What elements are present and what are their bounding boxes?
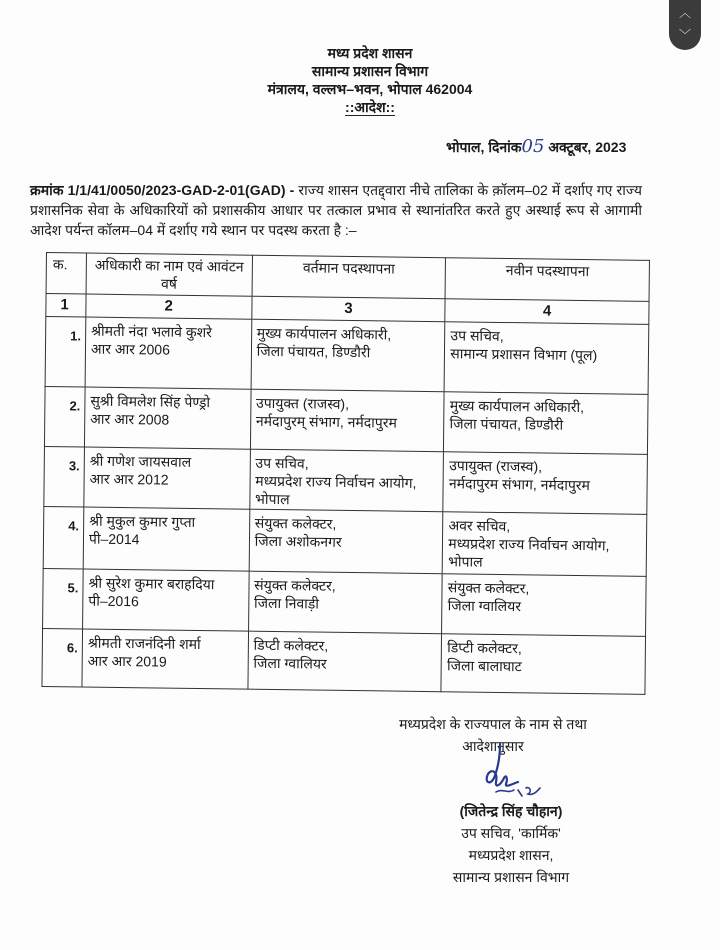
- signatory-department: सामान्य प्रशासन विभाग: [452, 869, 570, 885]
- handwritten-signature: [478, 742, 558, 800]
- allocation-year: आर आर 2019: [87, 652, 167, 670]
- signatory-designation: उप सचिव, 'कार्मिक': [461, 825, 561, 841]
- current-posting-line: उपायुक्त (राजस्व),: [256, 394, 350, 412]
- authority-line: आदेशानुसार: [462, 738, 524, 754]
- current-posting-line: जिला ग्वालियर: [253, 654, 327, 672]
- current-posting-line: संयुक्त कलेक्टर,: [254, 576, 336, 594]
- govt-name: मध्य प्रदेश शासन: [327, 45, 413, 61]
- new-posting-cell: [443, 452, 647, 515]
- new-posting-line: नर्मदापुरम संभाग, नर्मदापुरम: [448, 475, 591, 494]
- allocation-year: पी–2014: [88, 530, 140, 548]
- officer-cell: [85, 317, 251, 389]
- row-serial: 3.: [44, 446, 85, 507]
- current-posting-line: उप सचिव,: [255, 454, 309, 472]
- office-address: मंत्रालय, वल्लभ–भवन, भोपाल 462004: [267, 81, 473, 97]
- row-serial: 4.: [43, 506, 84, 569]
- row-serial: 6.: [42, 628, 83, 687]
- new-posting-cell: [444, 392, 648, 455]
- date-line: [446, 136, 626, 157]
- order-title: ::आदेश::: [345, 99, 395, 115]
- signatory-govt: मध्यप्रदेश शासन,: [468, 847, 554, 863]
- header-officer: अधिकारी का नाम एवं आवंटन वर्ष: [86, 253, 252, 296]
- officer-cell: [83, 507, 249, 571]
- officer-name: श्री सुरेश कुमार बराहदिया: [88, 574, 215, 593]
- allocation-year: आर आर 2006: [90, 340, 171, 358]
- current-posting-line: जिला अशोकनगर: [254, 532, 342, 550]
- current-posting-cell: [248, 631, 442, 692]
- new-posting-line: जिला ग्वालियर: [447, 597, 522, 615]
- current-posting-cell: [250, 389, 444, 452]
- row-serial: 5.: [43, 568, 84, 629]
- new-posting-line: जिला पंचायत, डिण्डौरी: [449, 415, 564, 433]
- new-posting-cell: [442, 574, 646, 637]
- new-posting-line: सामान्य प्रशासन विभाग (पूल): [450, 345, 598, 364]
- new-posting-line: मुख्य कार्यपालन अधिकारी,: [449, 397, 585, 416]
- current-posting-line: जिला पंचायत, डिण्डौरी: [256, 342, 371, 361]
- date-day-handwritten: 05: [521, 136, 545, 157]
- table-row: [45, 317, 649, 395]
- row-serial: 2.: [44, 386, 85, 447]
- new-posting-line: डिप्टी कलेक्टर,: [447, 639, 522, 657]
- new-posting-line: संयुक्त कलेक्टर,: [447, 579, 530, 597]
- current-posting-cell: [251, 319, 445, 392]
- header-new-posting: नवीन पदस्थापना: [445, 258, 649, 302]
- current-posting-line: मध्यप्रदेश राज्य निर्वाचन आयोग,: [255, 472, 417, 491]
- department-name: सामान्य प्रशासन विभाग: [311, 63, 429, 79]
- order-reference-number: क्रमांक 1/1/41/0050/2023-GAD-2-01(GAD) -: [30, 182, 295, 198]
- officer-name: श्रीमती नंदा भलावे कुशरे: [91, 322, 212, 341]
- column-number: 1: [46, 294, 86, 318]
- signature-date-stroke: [496, 788, 540, 796]
- allocation-year: आर आर 2012: [89, 470, 169, 488]
- row-serial: 1.: [45, 317, 86, 388]
- transfer-table: [41, 252, 650, 695]
- order-text: राज्य शासन एतद्द्वारा नीचे तालिका के क़ॉलम–02 में दर्शाए गए राज्य प्रशासनिक सेवा के अधिकारियों को प्रशासकीय आधार पर तत्काल प्रभाव से स्थानांतरित करते हुए अस्थाई रूप से आगामी आदेश पर्यन्त कॉलम–04 में दर्शाए गये स्थान पर पदस्थ करता है :–: [30, 182, 642, 238]
- allocation-year: आर आर 2008: [90, 410, 170, 428]
- letterhead: [220, 44, 520, 116]
- new-posting-line: भोपाल: [448, 553, 483, 570]
- officer-name: श्री गणेश जायसवाल: [89, 452, 192, 470]
- header-serial: क.: [46, 253, 86, 295]
- current-posting-line: मुख्य कार्यपालन अधिकारी,: [256, 324, 392, 343]
- table-row: [43, 506, 647, 576]
- column-number: 4: [445, 299, 649, 325]
- chevron-down-icon[interactable]: ﹀: [678, 28, 691, 42]
- allocation-year: पी–2016: [88, 592, 139, 610]
- officer-cell: [83, 569, 249, 631]
- officer-cell: [84, 387, 250, 449]
- new-posting-line: अवर सचिव,: [448, 517, 511, 535]
- current-posting-line: जिला निवाड़ी: [253, 594, 320, 612]
- column-number: 3: [251, 296, 445, 322]
- signatory-block: [400, 800, 622, 888]
- table-row: [43, 568, 647, 636]
- chevron-up-icon[interactable]: ︿: [678, 6, 691, 20]
- current-posting-line: भोपाल: [255, 490, 290, 508]
- officer-name: सुश्री विमलेश सिंह पेण्ड्रो: [90, 392, 211, 411]
- current-posting-cell: [249, 509, 443, 574]
- current-posting-cell: [249, 449, 443, 512]
- new-posting-cell: [444, 322, 648, 395]
- table-row: [42, 628, 646, 694]
- signature-stroke: [487, 744, 518, 786]
- page-scroll-control: [669, 0, 701, 50]
- transfer-table-wrapper: [41, 252, 650, 695]
- officer-cell: [84, 447, 250, 509]
- current-posting-cell: [248, 571, 442, 634]
- date-suffix: अक्टूबर, 2023: [544, 139, 627, 155]
- new-posting-cell: [442, 512, 646, 577]
- officer-cell: [82, 629, 248, 689]
- current-posting-line: डिप्टी कलेक्टर,: [253, 636, 329, 654]
- officer-name: श्रीमती राजनंदिनी शर्मा: [87, 634, 201, 653]
- officer-name: श्री मुकुल कुमार गुप्ता: [89, 512, 196, 530]
- table-row: [44, 446, 648, 514]
- column-number: 2: [86, 294, 252, 319]
- current-posting-line: संयुक्त कलेक्टर,: [254, 514, 337, 532]
- date-prefix: भोपाल, दिनांक: [446, 139, 522, 155]
- authority-line: मध्यप्रदेश के राज्यपाल के नाम से तथा: [399, 716, 587, 732]
- new-posting-line: उपायुक्त (राजस्व),: [449, 457, 543, 475]
- new-posting-line: जिला बालाघाट: [446, 657, 522, 675]
- current-posting-line: नर्मदापुरम् संभाग, नर्मदापुरम: [255, 412, 397, 431]
- new-posting-cell: [441, 634, 645, 695]
- header-current-posting: वर्तमान पदस्थापना: [252, 255, 446, 299]
- new-posting-line: मध्यप्रदेश राज्य निर्वाचन आयोग,: [448, 535, 610, 554]
- order-paragraph: [30, 180, 642, 240]
- table-row: [44, 386, 648, 454]
- new-posting-line: उप सचिव,: [450, 327, 504, 344]
- signatory-name: (जितेन्द्र सिंह चौहान): [459, 803, 563, 819]
